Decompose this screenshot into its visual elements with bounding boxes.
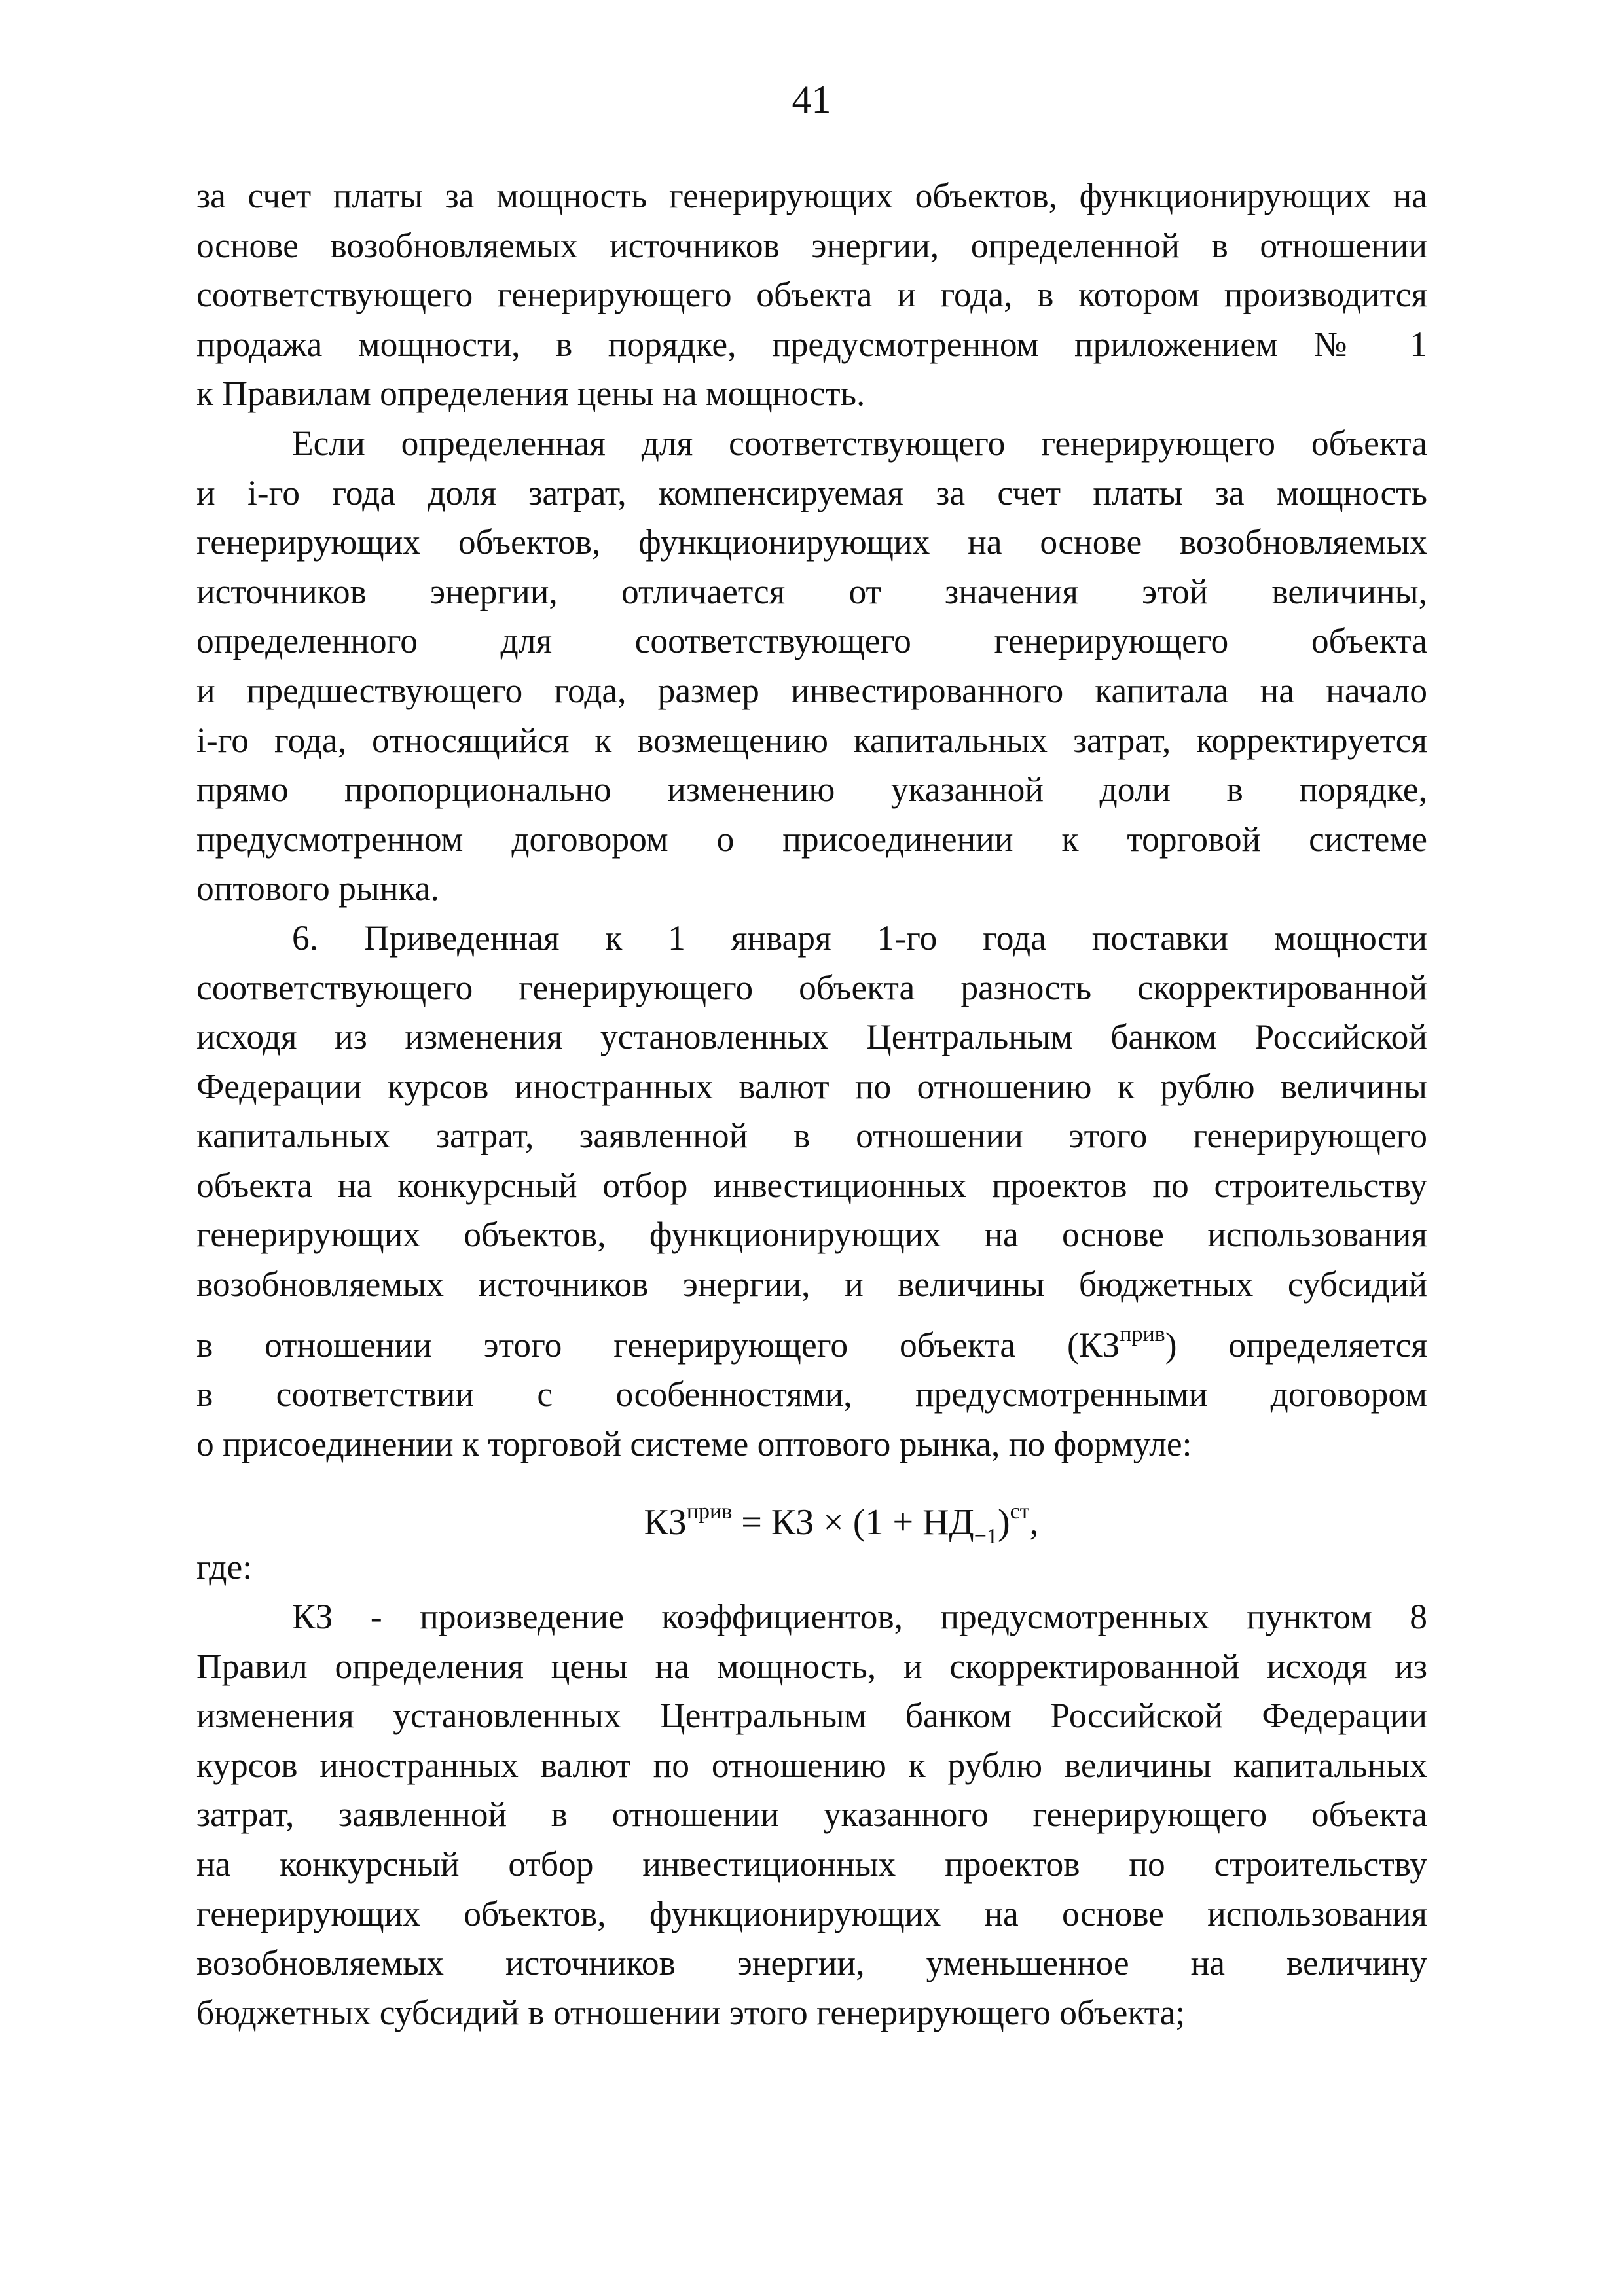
text-line: КЗ - произведение коэффициентов, предусмотренных пунктом 8 bbox=[292, 1597, 1427, 1637]
text-line: генерирующих объектов, функционирующих на основе использования bbox=[196, 1215, 1427, 1255]
inline-text: в отношении этого генерирующего объекта (КЗ bbox=[196, 1325, 1120, 1365]
formula-lhs: КЗ bbox=[644, 1502, 687, 1543]
text-line: Правил определения цены на мощность, и скорректированной исходя из bbox=[196, 1646, 1427, 1686]
text-line: Если определенная для соответствующего генерирующего объекта bbox=[292, 423, 1427, 463]
formula-lhs-superscript: прив bbox=[686, 1499, 733, 1524]
text-line: и предшествующего года, размер инвестированного капитала на начало bbox=[196, 670, 1427, 710]
text-line: генерирующих объектов, функционирующих на основе возобновляемых bbox=[196, 522, 1427, 562]
document-body bbox=[196, 171, 1427, 2037]
text-line: бюджетных субсидий в отношении этого генерирующего объекта; bbox=[196, 1992, 1186, 2032]
text-line: затрат, заявленной в отношении указанного генерирующего объекта bbox=[196, 1795, 1427, 1835]
text-line: соответствующего генерирующего объекта и года, в котором производится bbox=[196, 275, 1427, 315]
text-line: в соответствии с особенностями, предусмотренными договором bbox=[196, 1374, 1427, 1414]
formula-exponent: ст bbox=[1010, 1499, 1030, 1524]
text-line: исходя из изменения установленных Центральным банком Российской bbox=[196, 1017, 1427, 1057]
text-line: продажа мощности, в порядке, предусмотренном приложением № 1 bbox=[196, 324, 1427, 364]
inline-superscript: прив bbox=[1120, 1321, 1165, 1346]
text-line: основе возобновляемых источников энергии, определенной в отношении bbox=[196, 225, 1427, 265]
text-line: о присоединении к торговой системе оптового рынка, по формуле: bbox=[196, 1424, 1192, 1463]
formula-middle: = КЗ × (1 + НД bbox=[732, 1502, 974, 1543]
text-line: за счет платы за мощность генерирующих объектов, функционирующих на bbox=[196, 176, 1427, 215]
text-line: источников энергии, отличается от значения этой величины, bbox=[196, 571, 1427, 611]
text-line: 6. Приведенная к 1 января 1-го года поставки мощности bbox=[292, 918, 1427, 958]
formula bbox=[196, 1481, 1427, 1549]
text-line: к Правилам определения цены на мощность. bbox=[196, 374, 866, 414]
text-line: и i-го года доля затрат, компенсируемая за счет платы за мощность bbox=[196, 473, 1427, 512]
text-line: соответствующего генерирующего объекта разность скорректированной bbox=[196, 967, 1427, 1007]
paragraph-continuation bbox=[196, 171, 1427, 419]
formula-subscript: −1 bbox=[974, 1524, 998, 1549]
text-line: Федерации курсов иностранных валют по отношению к рублю величины bbox=[196, 1066, 1427, 1106]
text-line: возобновляемых источников энергии, и величины бюджетных субсидий bbox=[196, 1265, 1427, 1304]
text-line: объекта на конкурсный отбор инвестиционных проектов по строительству bbox=[196, 1165, 1427, 1205]
formula-tail: , bbox=[1029, 1502, 1039, 1543]
paragraph-item-6 bbox=[196, 914, 1427, 1469]
text-line: прямо пропорционально изменению указанной доли в порядке, bbox=[196, 770, 1427, 810]
text-line: изменения установленных Центральным банком Российской Федерации bbox=[196, 1696, 1427, 1736]
where-label: где: bbox=[196, 1547, 253, 1587]
page-number: 41 bbox=[792, 78, 831, 121]
text-line: определенного для соответствующего генерирующего объекта bbox=[196, 621, 1427, 661]
text-line: генерирующих объектов, функционирующих на основе использования bbox=[196, 1893, 1427, 1933]
paragraph-share-adjustment bbox=[196, 419, 1427, 914]
text-line: оптового рынка. bbox=[196, 869, 439, 908]
text-line: на конкурсный отбор инвестиционных проектов по строительству bbox=[196, 1844, 1427, 1884]
text-line: курсов иностранных валют по отношению к рублю величины капитальных bbox=[196, 1745, 1427, 1785]
text-line: капитальных затрат, заявленной в отношении этого генерирующего bbox=[196, 1116, 1427, 1156]
text-line bbox=[196, 1310, 1427, 1371]
text-line: предусмотренном договором о присоединении к торговой системе bbox=[196, 819, 1427, 859]
formula-close-paren: ) bbox=[997, 1502, 1010, 1543]
inline-text: ) определяется bbox=[1165, 1325, 1427, 1365]
text-line: возобновляемых источников энергии, уменьшенное на величину bbox=[196, 1943, 1427, 1983]
paragraph-kz-definition bbox=[196, 1592, 1427, 2037]
text-line: i-го года, относящийся к возмещению капитальных затрат, корректируется bbox=[196, 720, 1427, 760]
